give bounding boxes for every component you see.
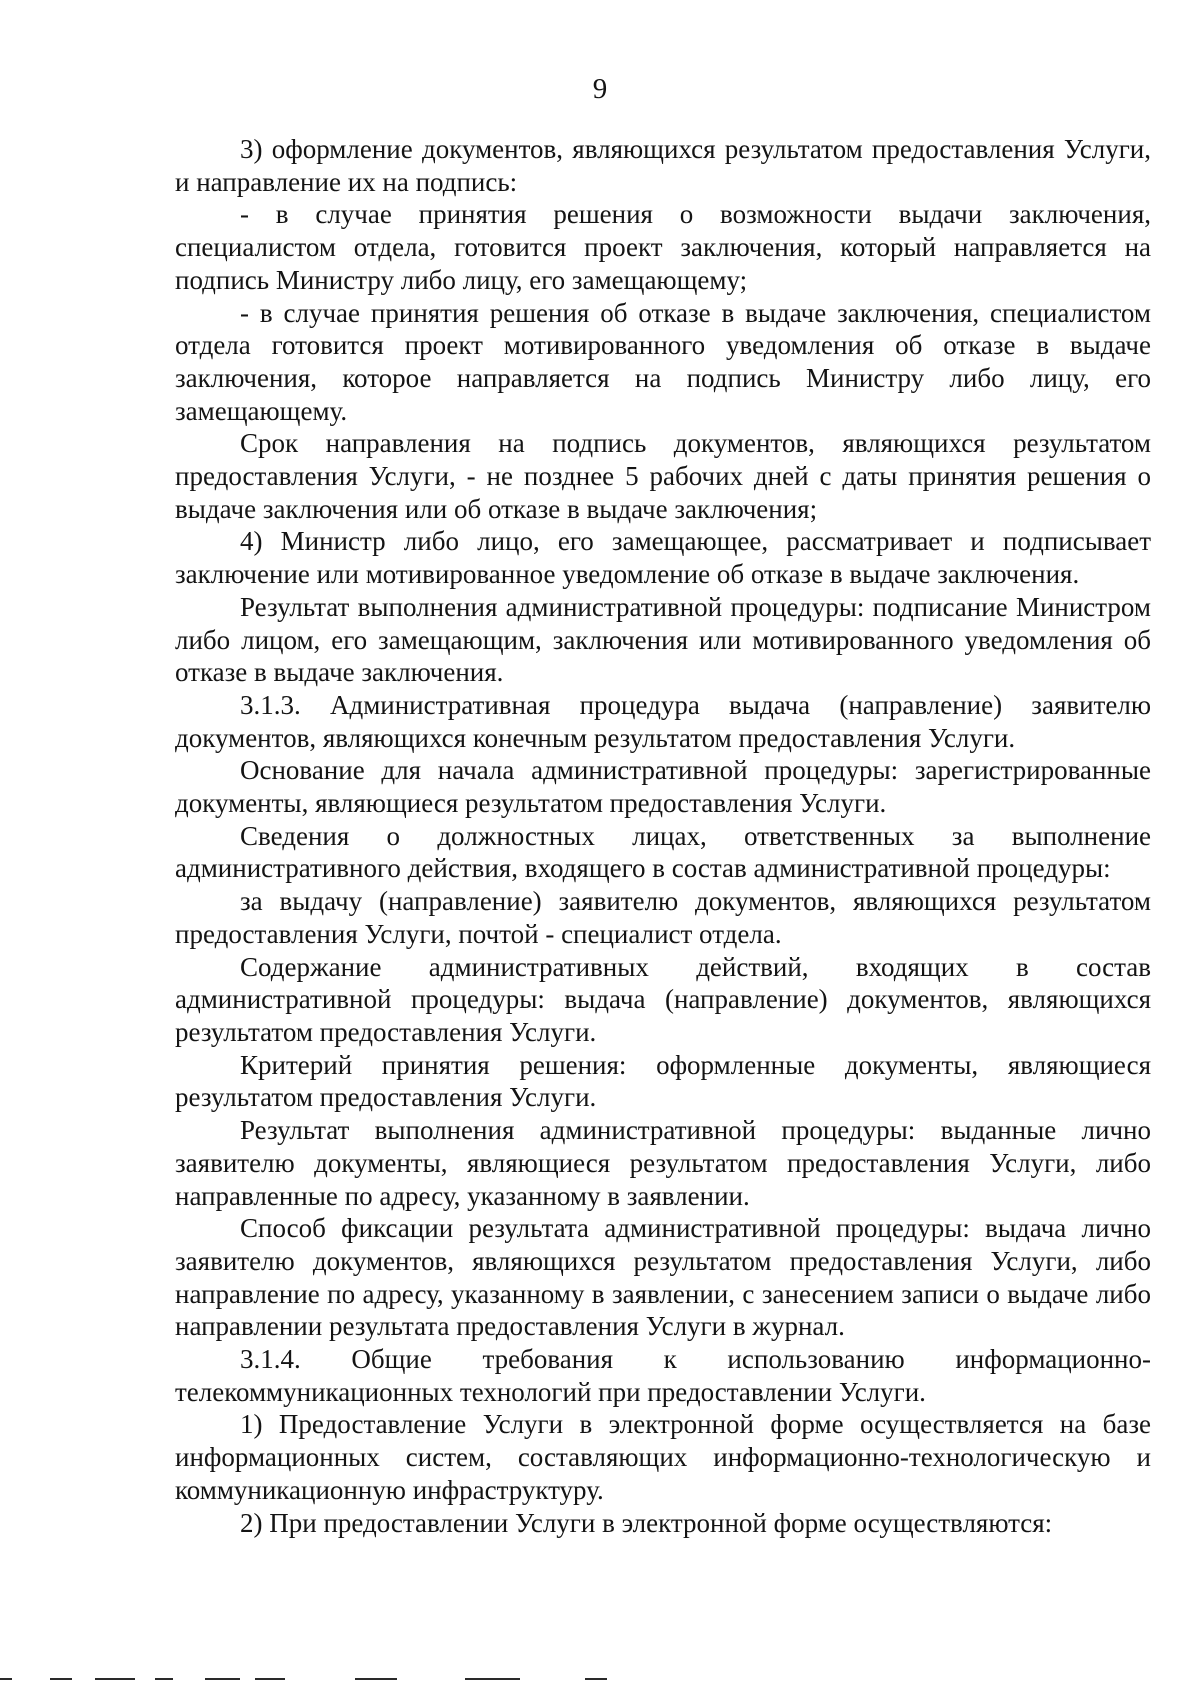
paragraph-delivery-by-mail: за выдачу (направление) заявителю документов, являющихся результатом предоставления Услуги, почтой - специалист отдела. [175, 886, 1151, 949]
page-number: 9 [592, 73, 608, 105]
paragraph-signing-deadline: Срок направления на подпись документов, являющихся результатом предоставления Услуги, - не позднее 5 рабочих дней с даты принятия решения о выдаче заключения или об отказе в выдаче заключения; [175, 428, 1151, 524]
paragraph-item-4-minister-signs: 4) Министр либо лицо, его замещающее, рассматривает и подписывает заключение или мотивированное уведомление об отказе в выдаче заключения. [175, 526, 1151, 590]
paragraph-electronic-form-basis: 1) Предоставление Услуги в электронной форме осуществляется на базе информационных систем, составляющих информационно-технологическую и коммуникационную инфраструктуру. [175, 1409, 1151, 1505]
paragraph-item-3-formalization: 3) оформление документов, являющихся результатом предоставления Услуги, и направление их на подпись: [175, 134, 1151, 197]
paragraph-refusal-decision: - в случае принятия решения об отказе в выдаче заключения, специалистом отдела готовится проект мотивированного уведомления об отказе в выдаче заключения, которое направляется на подпись Министру либо лицу, его замещающему. [175, 297, 1151, 426]
scan-bottom-rule [0, 1678, 700, 1680]
paragraph-section-3-1-3: 3.1.3. Административная процедура выдача (направление) заявителю документов, являющихся конечным результатом предоставления Услуги. [175, 689, 1151, 753]
paragraph-action-contents: Содержание административных действий, входящих в состав административной процедуры: выдача (направление) документов, являющихся результатом предоставления Услуги. [175, 951, 1151, 1047]
paragraph-responsible-officials: Сведения о должностных лицах, ответственных за выполнение административного действия, входящего в состав административной процедуры: [175, 820, 1151, 884]
paragraph-recording-method: Способ фиксации результата административной процедуры: выдача лично заявителю документов, являющихся результатом предоставления Услуги, либо направление по адресу, указанному в заявлении, с занесением записи о выдаче либо направлении результата предоставления Услуги в журнал. [175, 1213, 1151, 1342]
paragraph-procedure-outcome: Результат выполнения административной процедуры: выданные лично заявителю документы, являющиеся результатом предоставления Услуги, либо направленные по адресу, указанному в заявлении. [175, 1115, 1151, 1211]
paragraph-section-3-1-4: 3.1.4. Общие требования к использованию информационно-телекоммуникационных технологий при предоставлении Услуги. [175, 1344, 1151, 1407]
paragraph-procedure-basis: Основание для начала административной процедуры: зарегистрированные документы, являющиеся результатом предоставления Услуги. [175, 755, 1151, 819]
paragraph-positive-decision: - в случае принятия решения о возможности выдачи заключения, специалистом отдела, готовится проект заключения, который направляется на подпись Министру либо лицу, его замещающему; [175, 199, 1151, 295]
paragraph-procedure-result: Результат выполнения административной процедуры: подписание Министром либо лицом, его замещающим, заключения или мотивированного уведомления об отказе в выдаче заключения. [175, 591, 1151, 688]
document-body [175, 133, 1151, 1539]
paragraph-decision-criterion: Критерий принятия решения: оформленные документы, являющиеся результатом предоставления Услуги. [175, 1049, 1151, 1113]
paragraph-electronic-form-actions: 2) При предоставлении Услуги в электронной форме осуществляются: [240, 1507, 1053, 1538]
